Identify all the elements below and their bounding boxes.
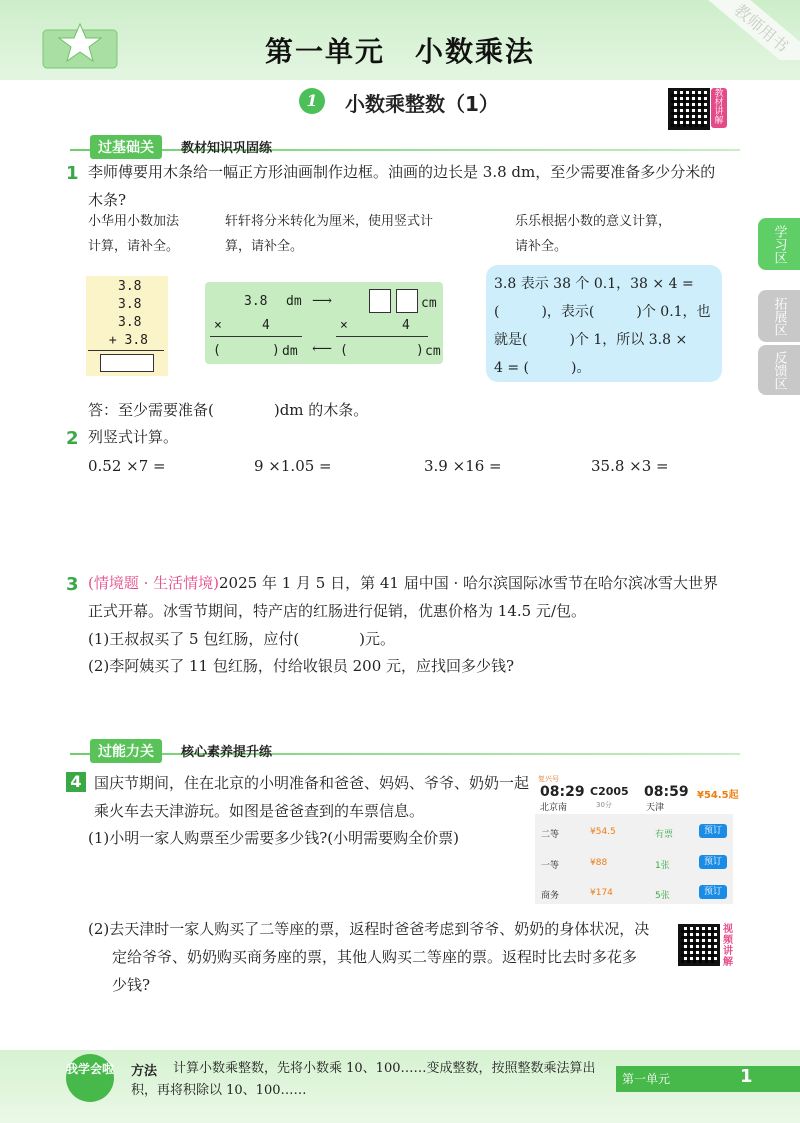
video-qr-label: 视频讲解: [720, 922, 736, 972]
seat-stock: 5张: [655, 891, 670, 901]
paren-close: ): [272, 343, 280, 358]
duration: 30分: [596, 801, 612, 809]
q3-stem-line2: 正式开幕。冰雪节期间，特产店的红肠进行促销，优惠价格为 14.5 元/包。: [88, 602, 586, 620]
method-line1: 计算小数乘整数，先将小数乘 10、100……变成整数，按照整数乘法算出: [173, 1061, 596, 1076]
q4-part2-line1: (2)去天津时一家人购买了二等座的票，返程时爸爸考虑到爷爷、奶奶的身体状况，决: [88, 920, 650, 938]
method-a-line1: 小华用小数加法: [88, 214, 180, 229]
qr-code-icon[interactable]: [668, 88, 710, 130]
conv-bottom-dm: dm: [282, 344, 298, 359]
addend: 3.8: [118, 315, 142, 330]
seat-price: ¥174: [590, 888, 613, 898]
paren-open: (: [340, 343, 348, 358]
qr-label: 教材讲解: [711, 88, 727, 128]
q4-stem-line2: 乘火车去天津游玩。如图是爸爸查到的车票信息。: [94, 802, 425, 820]
side-tab-learn[interactable]: 学习区: [758, 218, 800, 270]
start-price: ¥54.5起: [697, 790, 739, 801]
conv-unit-cm: cm: [421, 296, 437, 311]
section-divider: [70, 753, 740, 755]
arrow-right-icon: ⟶: [312, 293, 333, 309]
calc-item: 3.9 ×16 =: [424, 457, 502, 475]
mult-value: 4: [262, 318, 270, 333]
q4-stem-line1: 国庆节期间，住在北京的小明准备和爸爸、妈妈、爷爷、奶奶一起: [94, 774, 530, 792]
book-button[interactable]: 预订: [699, 885, 727, 899]
method-line2: 积，再将积除以 10、100……: [131, 1083, 307, 1098]
q3-tag: (情境题 · 生活情境): [88, 574, 220, 592]
book-button[interactable]: 预订: [699, 824, 727, 838]
product-line: [210, 336, 302, 337]
sum-line: [88, 350, 164, 351]
section-tag-ability: 过能力关: [90, 739, 162, 763]
depart-time: 08:29: [540, 784, 585, 800]
q2-title: 列竖式计算。: [88, 428, 179, 446]
conv-top-unit: dm: [286, 294, 302, 309]
conv-bottom-cm: cm: [425, 344, 441, 359]
method-c-line1: 乐乐根据小数的意义计算，: [515, 214, 672, 229]
seat-stock: 1张: [655, 861, 670, 871]
footer-unit: 第一单元: [622, 1072, 671, 1086]
answer-box-ones[interactable]: [396, 289, 418, 313]
q4-part2-line2: 定给爷爷、奶奶购买商务座的票，其他人购买二等座的票。返程时比去时多花多: [112, 948, 638, 966]
seat-price: ¥88: [590, 858, 608, 868]
seat-class: 二等: [541, 830, 560, 840]
addend: 3.8: [118, 297, 142, 312]
seat-class: 商务: [541, 891, 560, 901]
meaning-line2: ( )，表示( )个 0.1，也: [494, 304, 711, 320]
method-b-line2: 算，请补全。: [225, 239, 304, 254]
question-number: 4: [66, 772, 86, 792]
unit-title: 第一单元 小数乘法: [264, 35, 535, 68]
seat-class: 一等: [541, 861, 560, 871]
book-button[interactable]: 预订: [699, 855, 727, 869]
method-c-line2: 请补全。: [515, 239, 568, 254]
side-tab-extend[interactable]: 拓展区: [758, 290, 800, 342]
arrive-time: 08:59: [644, 784, 689, 800]
page-number: 1: [740, 1066, 753, 1087]
method-label: 方法: [131, 1064, 158, 1079]
section-divider: [70, 149, 740, 151]
calc-item: 9 ×1.05 =: [254, 457, 332, 475]
question-number: 2: [66, 428, 79, 449]
q3-part2: (2)李阿姨买了 11 包红肠，付给收银员 200 元，应找回多少钱?: [88, 657, 515, 675]
answer-box-tens[interactable]: [369, 289, 391, 313]
question-number: 1: [66, 163, 79, 184]
depart-station: 北京南: [540, 803, 568, 813]
lesson-title: 小数乘整数（1）: [345, 92, 499, 116]
method-a-line2: 计算，请补全。: [88, 239, 180, 254]
paren-close: ): [416, 343, 424, 358]
q4-part2-line3: 少钱?: [112, 976, 151, 994]
arrow-left-icon: ⟵: [312, 341, 333, 357]
q4-part1: (1)小明一家人购票至少需要多少钱?(小明需要购全价票): [88, 829, 459, 847]
addend: + 3.8: [108, 333, 148, 348]
section-tag-basic: 过基础关: [90, 135, 162, 159]
section-subtitle-ability: 核心素养提升练: [181, 745, 273, 760]
section-subtitle-basic: 教材知识巩固练: [181, 141, 273, 156]
q3-line1-text: 2025 年 1 月 5 日，第 41 届中国 · 哈尔滨国际冰雪节在哈尔滨冰雪大世界: [219, 574, 719, 592]
product-line: [336, 336, 428, 337]
q3-part1: (1)王叔叔买了 5 包红肠，应付( )元。: [88, 630, 396, 648]
q1-stem-line1: 李师傅要用木条给一幅正方形油画制作边框。油画的边长是 3.8 dm，至少需要准备多少分米的: [88, 163, 716, 181]
qr-code-icon[interactable]: [678, 924, 720, 966]
method-b-line1: 轩轩将分米转化为厘米，使用竖式计: [225, 214, 434, 229]
meaning-line1: 3.8 表示 38 个 0.1，38 × 4 =: [494, 276, 694, 292]
q3-stem-line1: [88, 569, 748, 598]
meaning-line3: 就是( )个 1，所以 3.8 ×: [494, 332, 688, 348]
question-number: 3: [66, 574, 79, 595]
q1-stem-line2: 木条?: [88, 191, 127, 209]
seat-price: ¥54.5: [590, 827, 616, 837]
sum-answer-box[interactable]: [100, 354, 154, 372]
side-tab-feedback[interactable]: 反馈区: [758, 345, 800, 395]
mult-symbol: ×: [214, 318, 222, 333]
train-number: C2005: [590, 785, 629, 798]
footer-badge: 我学会啦: [66, 1054, 114, 1102]
calc-item: 35.8 ×3 =: [591, 457, 669, 475]
seat-stock: 有票: [655, 830, 674, 840]
lesson-number: 1: [299, 88, 325, 114]
q1-answer-line: 答：至少需要准备( )dm 的木条。: [88, 401, 369, 419]
train-type-tag: 复兴号: [538, 775, 559, 783]
meaning-line4: 4 = ( )。: [494, 360, 591, 376]
calc-item: 0.52 ×7 =: [88, 457, 166, 475]
mult-value: 4: [402, 318, 410, 333]
conv-top-value: 3.8: [244, 294, 268, 309]
corner-badge: 教师用书: [703, 0, 800, 60]
mult-symbol: ×: [340, 318, 348, 333]
arrive-station: 天津: [646, 803, 665, 813]
paren-open: (: [213, 343, 221, 358]
addend: 3.8: [118, 279, 142, 294]
